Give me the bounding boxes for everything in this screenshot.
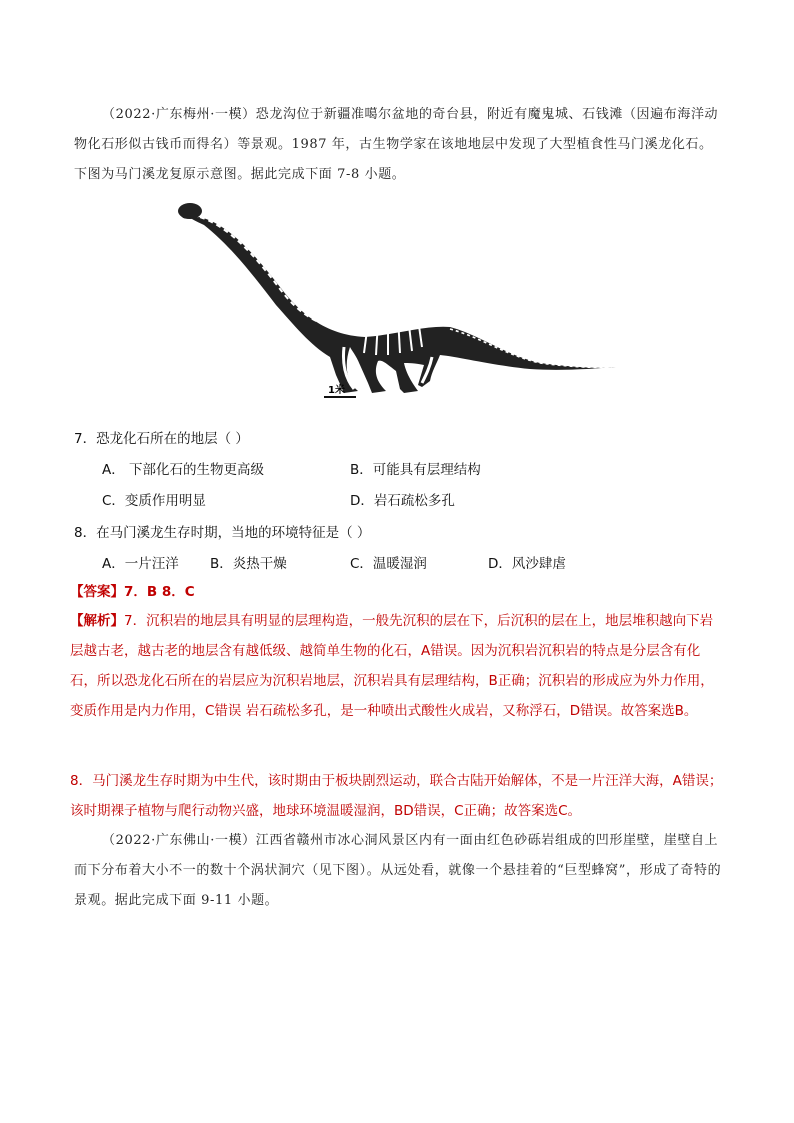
question-7-stem: 7．恐龙化石所在的地层（ ） [74,431,249,447]
sauropod-skeleton-icon [178,203,616,397]
answer-tag: 【答案】 [70,584,124,600]
answer-line [70,580,195,600]
q8-option-d: D．风沙肆虐 [488,556,566,572]
q8-option-c: C．温暖湿润 [350,556,427,572]
q8-option-a: A．一片汪洋 [102,556,179,572]
answer-text: 7．B 8．C [124,584,195,600]
q7-option-b: B．可能具有层理结构 [350,462,481,478]
analysis-paragraph-7 [70,606,726,726]
question-8-stem: 8．在马门溪龙生存时期，当地的环境特征是（ ） [74,525,371,541]
q7-option-c: C．变质作用明显 [102,493,206,509]
analysis-7-text: 7．沉积岩的地层具有明显的层理构造，一般先沉积的层在下，后沉积的层在上，地层堆积越向下岩层越古老，越古老的地层含有越低级、越简单生物的化石，A错误。因为沉积岩沉积岩的特点是分层含有化石，所以恐龙化石所在的岩层应为沉积岩地层，沉积岩具有层理结构，B正确；沉积岩的形成应为外力作用，变质作用是内力作用，C错误 岩石疏松多孔，是一种喷出式酸性火成岩，又称浮石，D错误。故答案选B。 [70,613,714,719]
question-intro-9-11: （2022·广东佛山·一模）江西省赣州市冰心洞风景区内有一面由红色砂砾岩组成的凹形崖壁，崖壁自上而下分布着大小不一的数十个涡状洞穴（见下图）。从远处看，就像一个悬挂着的“巨型蜂窝”，形成了奇特的景观。据此完成下面 9-11 小题。 [74,833,722,908]
scale-label: 1米 [328,385,345,396]
q7-option-d: D．岩石疏松多孔 [350,493,455,509]
analysis-tag: 【解析】 [70,613,124,629]
q7-option-a: A． 下部化石的生物更高级 [102,462,265,478]
q8-option-b: B．炎热干燥 [210,556,287,572]
analysis-paragraph-8: 8．马门溪龙生存时期为中生代，该时期由于板块剧烈运动，联合古陆开始解体，不是一片汪洋大海，A错误；该时期裸子植物与爬行动物兴盛，地球环境温暖湿润，BD错误，C正确；故答案选C。 [70,773,723,819]
sauropod-skeleton-figure [160,195,620,405]
question-intro-7-8: （2022·广东梅州·一模）恐龙沟位于新疆准噶尔盆地的奇台县，附近有魔鬼城、石钱滩（因遍布海洋动物化石形似古钱币而得名）等景观。1987 年，古生物学家在该地地层中发现了大型植食性马门溪龙化石。下图为马门溪龙复原示意图。据此完成下面 7-8 小题。 [74,107,719,182]
